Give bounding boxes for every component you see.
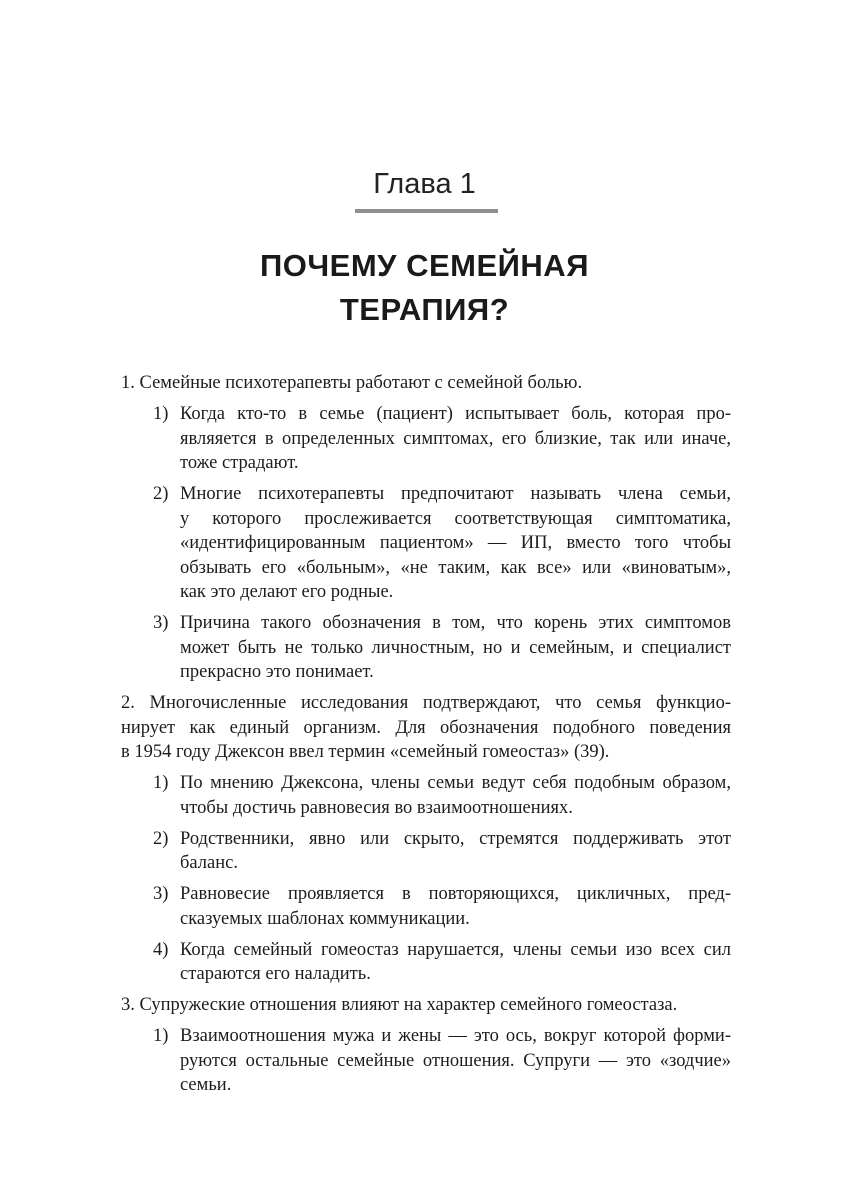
list-item-number: 3) (153, 613, 169, 633)
list-item (121, 938, 731, 987)
paragraph-line: 2. Многочисленные исследования подтверждают, что семья функцио- (121, 693, 731, 713)
list-item-line: прекрасно это понимает. (180, 662, 374, 682)
list-item-line: как это делают его родные. (180, 582, 394, 602)
chapter-body (121, 371, 731, 1104)
chapter-divider (355, 209, 498, 213)
list-item-line: Родственники, явно или скрыто, стремятся поддерживать этот (180, 828, 731, 849)
list-item (121, 402, 731, 476)
list-item (121, 1024, 731, 1098)
paragraph-line: нирует как единый организм. Для обозначения подобного поведения (121, 717, 731, 738)
numbered-paragraph (121, 993, 731, 1018)
list-item (121, 827, 731, 876)
list-item-line: тоже страдают. (180, 453, 299, 473)
list-item-number: 2) (153, 484, 169, 504)
chapter-label: Глава 1 (373, 168, 476, 200)
numbered-paragraph (121, 371, 731, 396)
list-item-line: По мнению Джексона, члены семьи ведут себя подобным образом, (180, 773, 731, 793)
list-item-number: 4) (153, 939, 169, 960)
list-item-line: сказуемых шаблонах коммуникации. (180, 908, 470, 929)
numbered-paragraph (121, 691, 731, 765)
list-item-line: Равновесие проявляется в повторяющихся, цикличных, пред- (180, 884, 731, 904)
paragraph-line: 3. Супружеские отношения влияют на характер семейного гомеостаза. (121, 995, 678, 1015)
list-item-line: у которого прослеживается соответствующая симптоматика, (180, 508, 731, 529)
list-item (121, 482, 731, 605)
list-item-line: Взаимоотношения мужа и жены — это ось, вокруг которой форми- (180, 1026, 731, 1046)
list-item (121, 611, 731, 685)
paragraph-line: 1. Семейные психотерапевты работают с семейной болью. (121, 373, 583, 393)
list-item-number: 1) (153, 404, 169, 424)
list-item-line: баланс. (180, 853, 238, 873)
list-item-line: являяется в определенных симптомах, его близкие, так или иначе, (180, 428, 731, 449)
list-item-line: стараются его наладить. (180, 964, 371, 984)
list-item (121, 882, 731, 931)
list-item-number: 1) (153, 1026, 169, 1046)
list-item-number: 1) (153, 773, 169, 793)
paragraph-line: в 1954 году Джексон ввел термин «семейный гомеостаз» (39). (121, 742, 610, 762)
list-item-line: Когда семейный гомеостаз нарушается, члены семьи изо всех сил (180, 939, 731, 960)
list-item-line: чтобы достичь равновесия во взаимоотношениях. (180, 797, 573, 818)
list-item-line: обзывать его «больным», «не таким, как все» или «виноватым», (180, 557, 731, 578)
list-item-line: семьи. (180, 1075, 232, 1095)
list-item-line: Причина такого обозначения в том, что корень этих симптомов (180, 613, 731, 633)
list-item-line: руются остальные семейные отношения. Супруги — это «зодчие» (180, 1050, 731, 1071)
list-item-number: 2) (153, 828, 169, 849)
list-item-line: Многие психотерапевты предпочитают называть члена семьи, (180, 484, 731, 504)
chapter-title-line: ПОЧЕМУ СЕМЕЙНАЯ (260, 248, 589, 283)
list-item-line: может быть не только личностным, но и семейным, и специалист (180, 637, 731, 658)
list-item-number: 3) (153, 884, 169, 904)
list-item-line: «идентифицированным пациентом» — ИП, вместо того чтобы (180, 533, 731, 553)
list-item (121, 771, 731, 820)
list-item-line: Когда кто-то в семье (пациент) испытывает боль, которая про- (180, 404, 731, 424)
chapter-title (0, 244, 849, 332)
chapter-title-line: ТЕРАПИЯ? (339, 292, 510, 327)
